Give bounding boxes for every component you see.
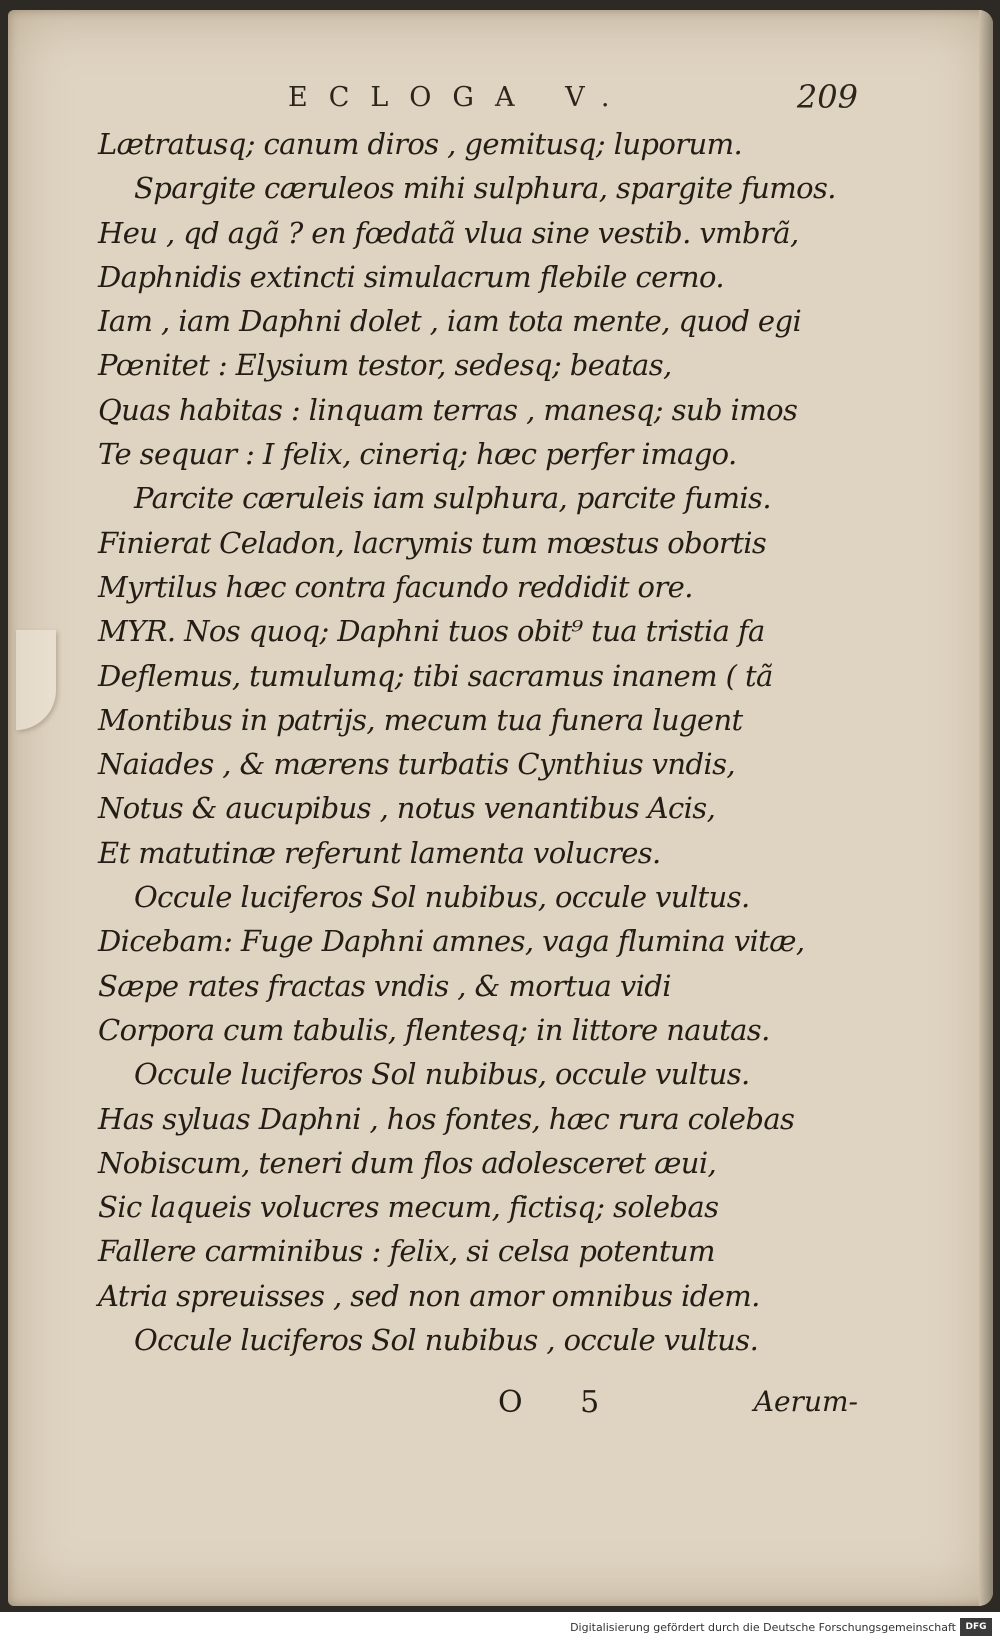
poem-line: Occule luciferos Sol nubibus, occule vultus.	[134, 1057, 750, 1092]
running-title: ECLOGA V.	[288, 82, 631, 113]
page-header	[98, 78, 858, 118]
page-fold	[16, 630, 56, 730]
poem-line: Deflemus, tumulumq; tibi sacramus inanem ( tã	[98, 658, 773, 693]
page-edge	[979, 10, 993, 1606]
catchword: Aerum-	[753, 1385, 858, 1418]
poem-line: Fallere carminibus : felix, si celsa potentum	[98, 1234, 715, 1269]
poem-line: Nobiscum, teneri dum flos adolesceret æui,	[98, 1145, 717, 1180]
poem-line: Myrtilus hæc contra facundo reddidit ore.	[98, 569, 693, 604]
poem-line: Quas habitas : linquam terras , manesq; sub imos	[98, 392, 798, 427]
poem-line: Occule luciferos Sol nubibus, occule vultus.	[134, 880, 750, 915]
poem-line: Montibus in patrijs, mecum tua funera lugent	[98, 702, 743, 737]
signature-mark: O 5	[498, 1385, 624, 1420]
poem-line: Daphnidis extincti simulacrum flebile cerno.	[98, 259, 724, 294]
page-number: 209	[796, 78, 858, 116]
poem-line: Sæpe rates fractas vndis , & mortua vidi	[98, 968, 671, 1003]
poem-line: Et matutinæ referunt lamenta volucres.	[98, 835, 661, 870]
poem-line: Heu , qd agã ? en fœdatã vlua sine vestib. vmbrã,	[98, 215, 799, 250]
poem-text	[98, 122, 858, 1362]
poem-line: Lætratusq; canum diros , gemitusq; luporum.	[98, 127, 743, 161]
credit-text: Digitalisierung gefördert durch die Deutsche Forschungsgemeinschaft	[570, 1621, 956, 1634]
digitization-credit-bar	[0, 1612, 1000, 1644]
poem-line: Dicebam: Fuge Daphni amnes, vaga flumina vitæ,	[98, 924, 805, 959]
dfg-logo: DFG	[960, 1618, 992, 1636]
poem-line: Spargite cæruleos mihi sulphura, spargite fumos.	[134, 171, 836, 206]
page-footer	[98, 1385, 858, 1425]
poem-line: Iam , iam Daphni dolet , iam tota mente, quod egi	[98, 304, 802, 339]
poem-line: Has syluas Daphni , hos fontes, hæc rura colebas	[98, 1101, 795, 1136]
poem-line: Finierat Celadon, lacrymis tum mœstus obortis	[98, 525, 767, 560]
poem-line: Atria spreuisses , sed non amor omnibus idem.	[98, 1278, 760, 1313]
poem-line: Occule luciferos Sol nubibus , occule vultus.	[134, 1323, 759, 1358]
poem-line: Notus & aucupibus , notus venantibus Acis,	[98, 791, 716, 826]
poem-line: Pœnitet : Elysium testor, sedesq; beatas,	[98, 348, 672, 383]
poem-line: Corpora cum tabulis, flentesq; in littore nautas.	[98, 1012, 770, 1047]
poem-line: Naiades , & mærens turbatis Cynthius vndis,	[98, 747, 735, 782]
poem-line: Parcite cæruleis iam sulphura, parcite fumis.	[134, 481, 771, 516]
poem-line: Te sequar : I felix, cineriq; hæc perfer imago.	[98, 437, 737, 472]
poem-line: MYR. Nos quoq; Daphni tuos obit⁹ tua tristia fa	[98, 614, 765, 649]
book-page	[8, 10, 993, 1606]
poem-line: Sic laqueis volucres mecum, fictisq; solebas	[98, 1190, 719, 1225]
